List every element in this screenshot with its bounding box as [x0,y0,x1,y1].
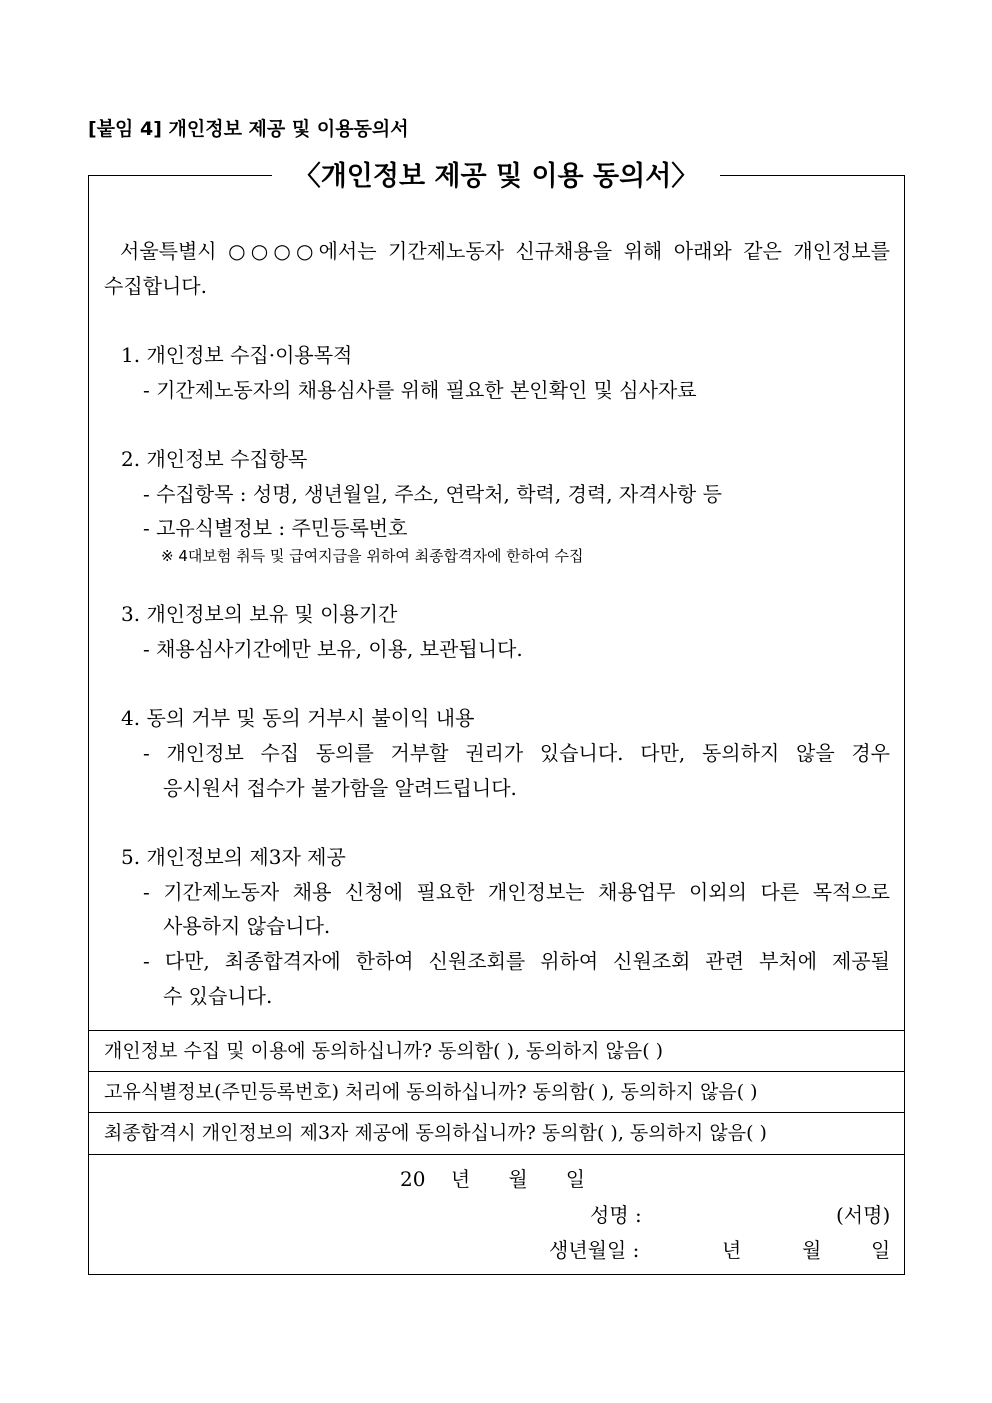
section-4-bullet-line-1: - 개인정보 수집 동의를 거부할 권리가 있습니다. 다만, 동의하지 않을 경우 [143,741,890,765]
section-2-bullet-1: - 수집항목 : 성명, 생년월일, 주소, 연락처, 학력, 경력, 자격사항 등 [143,482,722,506]
consent-row-collection[interactable]: 개인정보 수집 및 이용에 동의하십니까? 동의함( ), 동의하지 않음( ) [104,1040,664,1062]
section-3-heading: 3. 개인정보의 보유 및 이용기간 [121,602,398,626]
section-5-bullet-1-line-1: - 기간제노동자 채용 신청에 필요한 개인정보는 채용업무 이외의 다른 목적으로 [143,880,890,904]
section-3-bullet: - 채용심사기간에만 보유, 이용, 보관됩니다. [143,637,523,661]
name-label: 성명 : [590,1203,642,1227]
date-line: 20 년 월 일 [400,1167,586,1191]
section-2-heading: 2. 개인정보 수집항목 [121,447,308,471]
intro-line-1: 서울특별시 ○○○○에서는 기간제노동자 신규채용을 위해 아래와 같은 개인정보를 [120,239,890,263]
section-1-bullet: - 기간제노동자의 채용심사를 위해 필요한 본인확인 및 심사자료 [143,378,697,402]
row-divider [88,1112,905,1113]
section-4-heading: 4. 동의 거부 및 동의 거부시 불이익 내용 [121,706,475,730]
signature-label[interactable]: (서명) [836,1203,891,1227]
section-5-heading: 5. 개인정보의 제3자 제공 [121,845,346,869]
birth-day-label: 일 [871,1238,891,1262]
consent-row-third-party[interactable]: 최종합격시 개인정보의 제3자 제공에 동의하십니까? 동의함( ), 동의하지 않음( ) [104,1122,767,1144]
row-divider [88,1154,905,1155]
section-5-bullet-2-line-1: - 다만, 최종합격자에 한하여 신원조회를 위하여 신원조회 관련 부처에 제공될 [143,949,890,973]
consent-row-unique-id[interactable]: 고유식별정보(주민등록번호) 처리에 동의하십니까? 동의함( ), 동의하지 않음( ) [104,1081,758,1103]
section-1-heading: 1. 개인정보 수집·이용목적 [121,343,353,367]
row-divider [88,1071,905,1072]
birth-month-label: 월 [802,1238,822,1262]
section-2-note: ※ 4대보험 취득 및 급여지급을 위하여 최종합격자에 한하여 수집 [161,547,584,565]
section-2-bullet-2: - 고유식별정보 : 주민등록번호 [143,516,408,540]
section-4-bullet-line-2: 응시원서 접수가 불가함을 알려드립니다. [163,776,517,800]
section-5-bullet-1-line-2: 사용하지 않습니다. [163,914,331,938]
row-divider [88,1030,905,1031]
form-title: 〈개인정보 제공 및 이용 동의서〉 [272,158,720,196]
intro-line-2: 수집합니다. [104,274,207,298]
birth-date-label: 생년월일 : [549,1238,640,1262]
section-5-bullet-2-line-2: 수 있습니다. [163,984,273,1008]
attachment-header: [붙임 4] 개인정보 제공 및 이용동의서 [88,118,409,140]
birth-year-label: 년 [722,1238,742,1262]
